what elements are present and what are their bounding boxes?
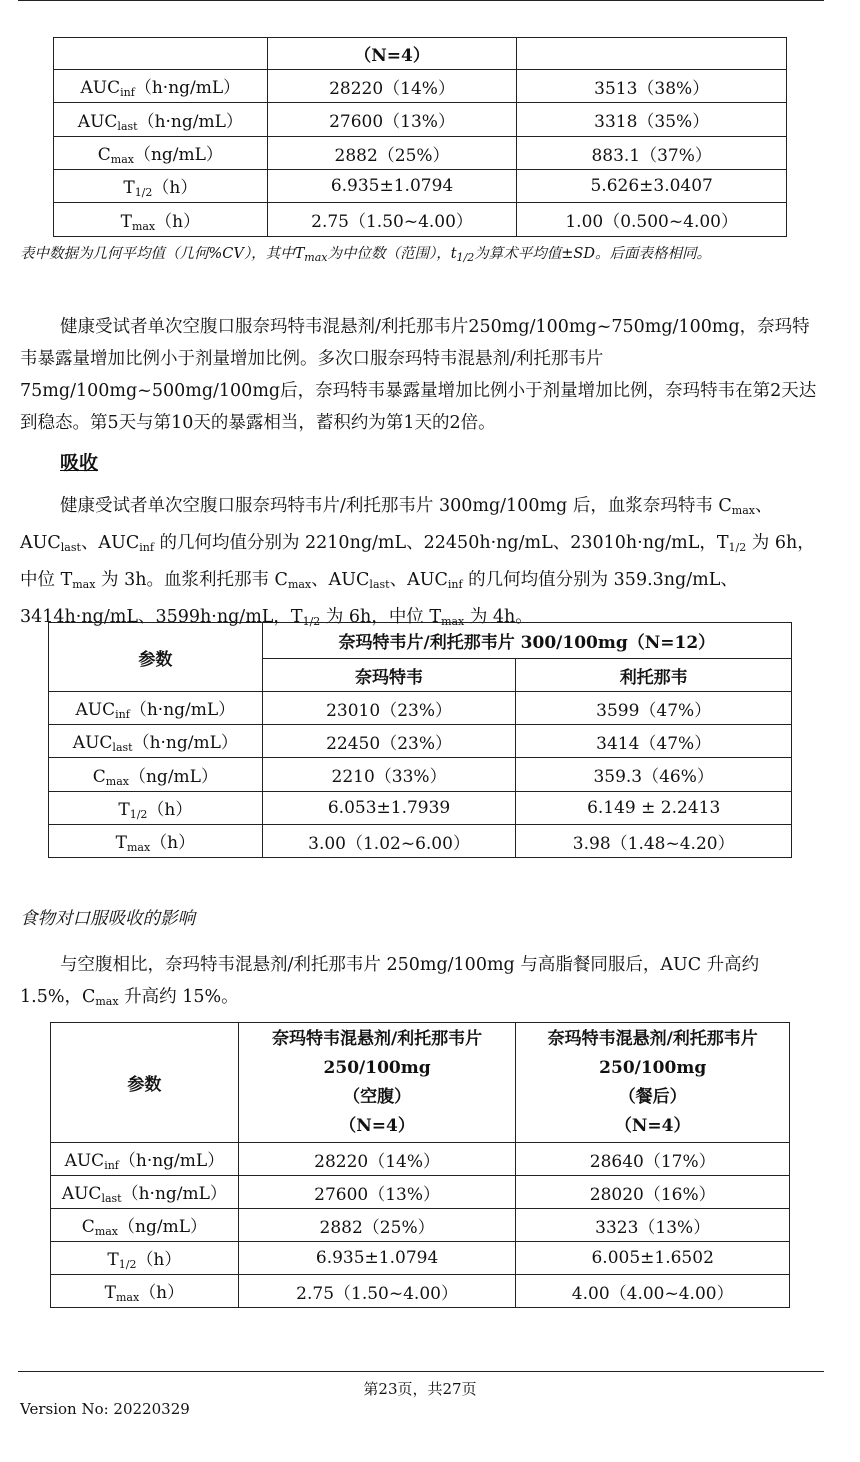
param-cell: $C_{max}(ng/mL)$	[49, 758, 263, 792]
table-row	[49, 825, 792, 858]
column-header: 奈玛特韦混悬剂/利托那韦片 250/100mg （餐后） （N=4）	[516, 1023, 790, 1143]
value-cell: 3599（47%）	[516, 692, 792, 725]
absorption-paragraph: 健康受试者单次空腹口服奈玛特韦片/利托那韦片 300mg/100mg 后，血浆奈玛特韦 $C_{max}$、$AUC_{last}$、$AUC_{inf}$ 的几何均值分别为 2210ng/mL、22450h·ng/mL、23010h·ng/mL，$T_{1/2}$ 为 6h，中位 $T_{max}$ 为 3h。血浆利托那韦 $C_{max}$、$AUC_{last}$、$AUC_{inf}$ 的几何均值分别为 359.3ng/mL、3414h·ng/mL、3599h·ng/mL，$T_{1/2}$ 为 6h，中位 $T_{max}$ 为 4h。	[20, 496, 815, 628]
value-cell: 28220（14%）	[267, 70, 517, 103]
param-cell: $T_{1/2}(h)$	[49, 792, 263, 825]
value-cell: 359.3（46%）	[516, 758, 792, 792]
header-cell: （N=4）	[267, 38, 517, 70]
food-effect-paragraph: 与空腹相比，奈玛特韦混悬剂/利托那韦片 250mg/100mg 与高脂餐同服后，AUC 升高约 1.5%，$C_{max}$ 升高约 15%。	[20, 955, 760, 1008]
value-cell: 6.935±1.0794	[238, 1242, 516, 1275]
section-heading-absorption: 吸收	[60, 452, 99, 474]
header-cell	[517, 38, 787, 70]
param-cell: $T_{max}(h)$	[51, 1275, 239, 1308]
table-row	[54, 203, 787, 237]
pk-table-3	[50, 1022, 790, 1308]
table-row	[54, 103, 787, 137]
value-cell: 3513（38%）	[517, 70, 787, 103]
value-cell: 2882（25%）	[238, 1209, 516, 1242]
value-cell: 28220（14%）	[238, 1143, 516, 1176]
top-rule	[18, 0, 824, 1]
param-cell: $AUC_{inf}(h\cdot ng/mL)$	[51, 1143, 239, 1176]
value-cell: 4.00（4.00~4.00）	[516, 1275, 790, 1308]
value-cell: 6.053±1.7939	[262, 792, 516, 825]
value-cell: 5.626±3.0407	[517, 170, 787, 203]
table-row	[54, 170, 787, 203]
param-cell: $C_{max}(ng/mL)$	[54, 137, 268, 170]
param-cell: $AUC_{last}(h\cdot ng/mL)$	[49, 725, 263, 758]
table-row	[51, 1275, 790, 1308]
value-cell: 2882（25%）	[267, 137, 517, 170]
table-header-row	[49, 623, 792, 659]
table-row	[51, 1242, 790, 1275]
footer-rule	[18, 1371, 824, 1372]
value-cell: 3.98（1.48~4.20）	[516, 825, 792, 858]
column-header: 利托那韦	[516, 659, 792, 692]
value-cell: 27600（13%）	[267, 103, 517, 137]
table-header-row	[51, 1023, 790, 1143]
table-row	[51, 1176, 790, 1209]
table-row	[54, 70, 787, 103]
param-cell: $T_{1/2}(h)$	[54, 170, 268, 203]
food-effect-heading: 食物对口服吸收的影响	[20, 909, 195, 929]
value-cell: 6.935±1.0794	[267, 170, 517, 203]
table-row	[51, 1209, 790, 1242]
group-header: 奈玛特韦片/利托那韦片 300/100mg（N=12）	[262, 623, 791, 659]
value-cell: 22450（23%）	[262, 725, 516, 758]
param-cell: $T_{max}(h)$	[54, 203, 268, 237]
column-header: 奈玛特韦	[262, 659, 516, 692]
param-cell: $T_{max}(h)$	[49, 825, 263, 858]
table-caption: 表中数据为几何平均值（几何%CV），其中$T_{max}$为中位数（范围），$t_{1/2}$为算术平均值±SD。后面表格相同。	[20, 246, 711, 264]
value-cell: 6.005±1.6502	[516, 1242, 790, 1275]
value-cell: 23010（23%）	[262, 692, 516, 725]
table-row	[49, 692, 792, 725]
pk-table-1	[53, 37, 787, 237]
value-cell: 3318（35%）	[517, 103, 787, 137]
param-header: 参数	[49, 623, 263, 692]
header-cell	[54, 38, 268, 70]
pk-table-2	[48, 622, 792, 858]
table-row	[49, 725, 792, 758]
table-row	[51, 1143, 790, 1176]
table-row	[54, 137, 787, 170]
value-cell: 3323（13%）	[516, 1209, 790, 1242]
table-row	[49, 758, 792, 792]
version-number: Version No: 20220329	[20, 1400, 190, 1418]
value-cell: 2.75（1.50~4.00）	[238, 1275, 516, 1308]
table-row	[49, 792, 792, 825]
param-cell: $AUC_{last}(h\cdot ng/mL)$	[51, 1176, 239, 1209]
param-cell: $AUC_{last}(h\cdot ng/mL)$	[54, 103, 268, 137]
table-header-row	[54, 38, 787, 70]
param-cell: $AUC_{inf}(h\cdot ng/mL)$	[49, 692, 263, 725]
value-cell: 27600（13%）	[238, 1176, 516, 1209]
value-cell: 28640（17%）	[516, 1143, 790, 1176]
param-cell: $T_{1/2}(h)$	[51, 1242, 239, 1275]
value-cell: 2210（33%）	[262, 758, 516, 792]
param-cell: $AUC_{inf}(h\cdot ng/mL)$	[54, 70, 268, 103]
value-cell: 3414（47%）	[516, 725, 792, 758]
param-header: 参数	[51, 1023, 239, 1143]
dose-proportionality-paragraph: 健康受试者单次空腹口服奈玛特韦混悬剂/利托那韦片250mg/100mg~750mg/100mg，奈玛特韦暴露量增加比例小于剂量增加比例。多次口服奈玛特韦混悬剂/利托那韦片75mg/100mg~500mg/100mg后，奈玛特韦暴露量增加比例小于剂量增加比例，奈玛特韦在第2天达到稳态。第5天与第10天的暴露相当，蓄积约为第1天的2倍。	[20, 317, 817, 433]
value-cell: 883.1（37%）	[517, 137, 787, 170]
value-cell: 28020（16%）	[516, 1176, 790, 1209]
param-cell: $C_{max}(ng/mL)$	[51, 1209, 239, 1242]
value-cell: 6.149 ± 2.2413	[516, 792, 792, 825]
value-cell: 3.00（1.02~6.00）	[262, 825, 516, 858]
column-header: 奈玛特韦混悬剂/利托那韦片 250/100mg （空腹） （N=4）	[238, 1023, 516, 1143]
value-cell: 1.00（0.500~4.00）	[517, 203, 787, 237]
value-cell: 2.75（1.50~4.00）	[267, 203, 517, 237]
page-number: 第23页，共27页	[363, 1380, 477, 1398]
